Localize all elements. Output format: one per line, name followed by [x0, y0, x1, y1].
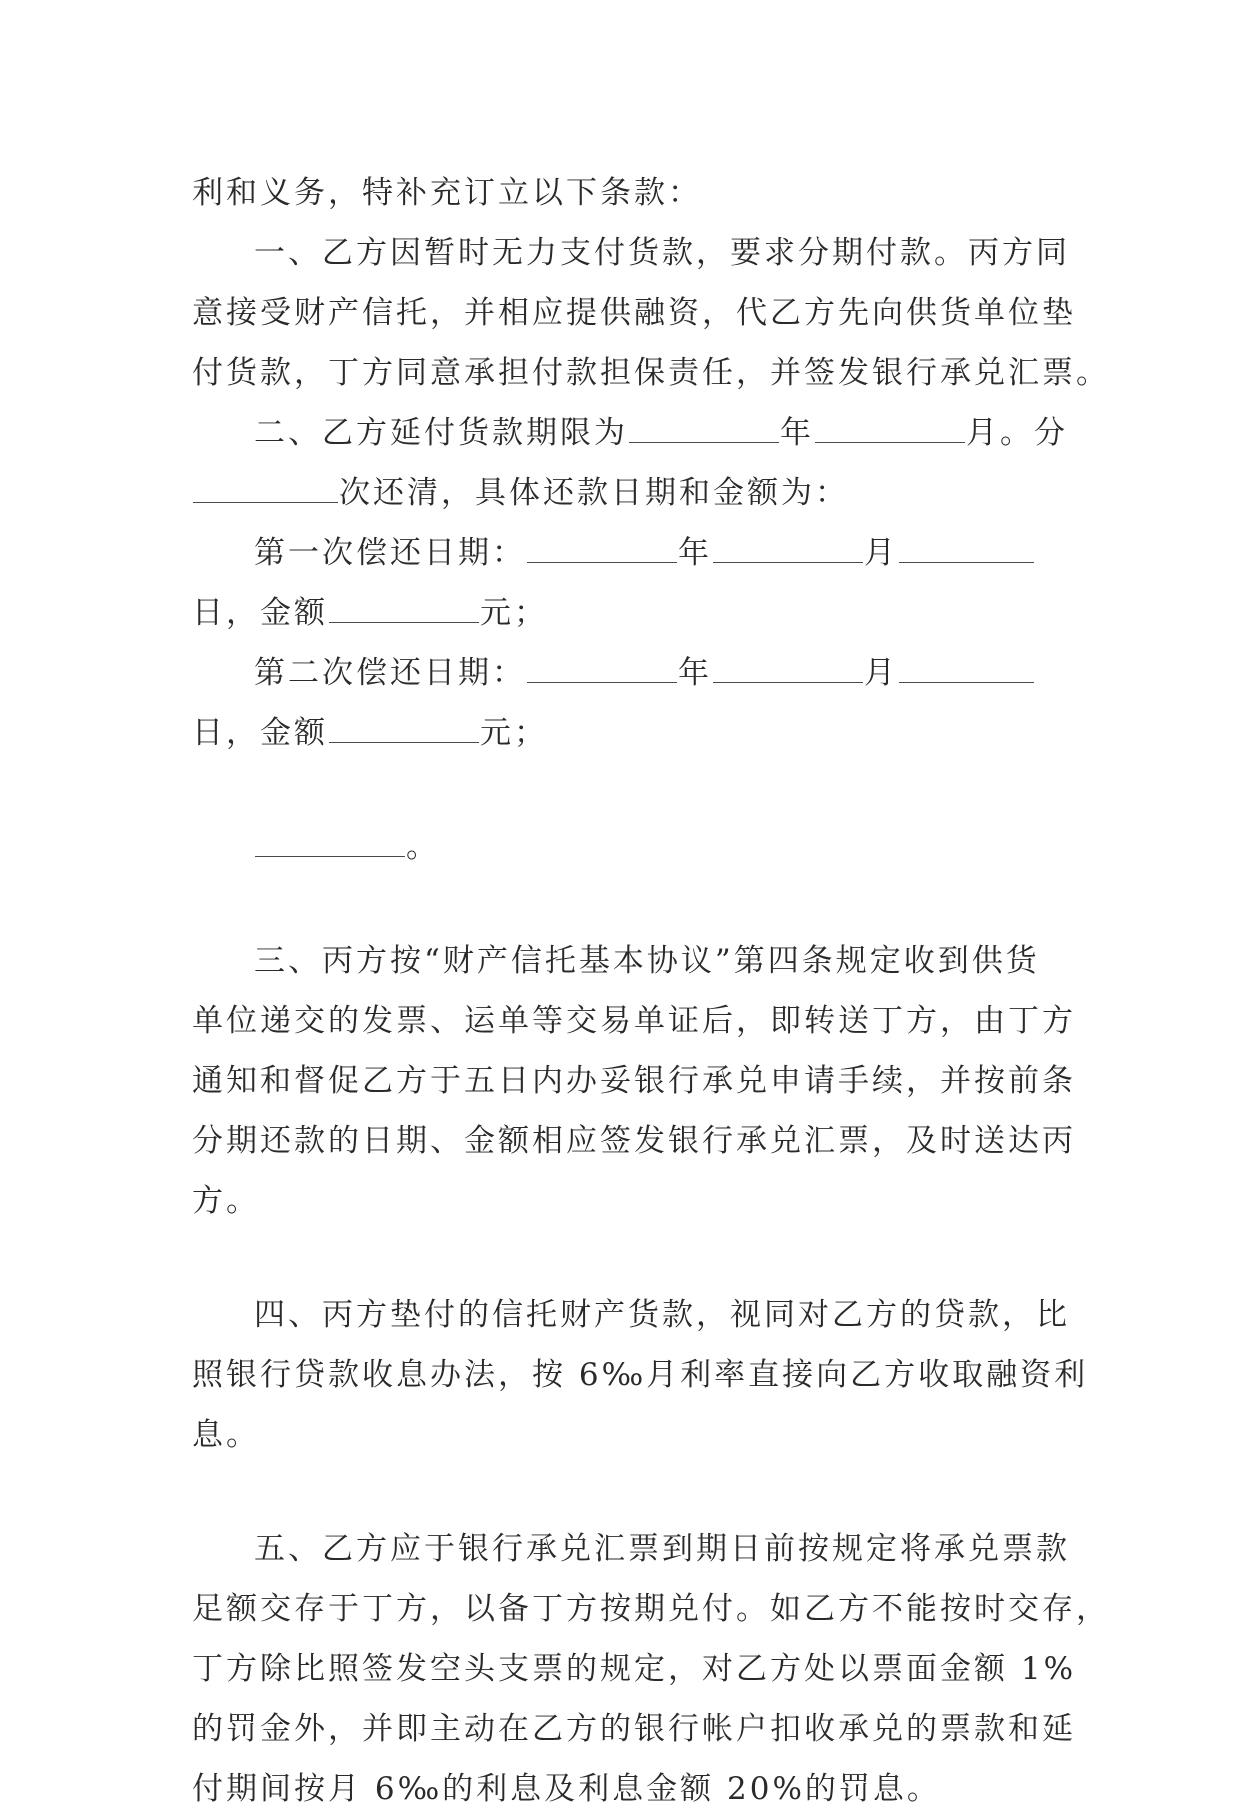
text-line — [192, 643, 1072, 703]
text-line — [192, 223, 1072, 283]
fill-in-blank — [713, 654, 863, 683]
document-body — [192, 163, 1110, 1819]
fill-in-blank — [527, 654, 677, 683]
fill-in-blank — [815, 414, 965, 443]
text-line — [192, 583, 1072, 643]
text-segment: 息。 — [192, 1417, 260, 1453]
text-line — [192, 817, 1072, 877]
paragraph-gap — [192, 763, 1072, 817]
text-segment: 利和义务，特补充订立以下条款： — [192, 175, 702, 211]
text-line — [192, 703, 1072, 763]
text-segment: 五、乙方应于银行承兑汇票到期日前按规定将承兑票款 — [254, 1531, 1070, 1567]
text-line — [192, 931, 1072, 991]
fill-in-blank — [255, 828, 405, 857]
text-segment: 。 — [406, 829, 440, 865]
fill-in-blank — [329, 594, 479, 623]
text-segment: 元； — [480, 595, 548, 631]
text-segment: 分期还款的日期、金额相应签发银行承兑汇票，及时送达丙 — [192, 1123, 1076, 1159]
text-segment: 通知和督促乙方于五日内办妥银行承兑申请手续，并按前条 — [192, 1063, 1076, 1099]
text-line — [192, 1639, 1077, 1699]
text-segment: 年 — [678, 655, 712, 691]
text-segment: 的罚金外，并即主动在乙方的银行帐户扣收承兑的票款和延 — [192, 1711, 1076, 1747]
text-segment: 足额交存于丁方，以备丁方按期兑付。如乙方不能按时交存， — [192, 1591, 1110, 1627]
fill-in-blank — [629, 414, 779, 443]
fill-in-blank — [713, 534, 863, 563]
text-segment: 付期间按月 6‰的利息及利息金额 20%的罚息。 — [192, 1771, 941, 1807]
text-line — [192, 1111, 1076, 1171]
text-line — [192, 343, 1110, 403]
fill-in-blank — [527, 534, 677, 563]
text-line — [192, 463, 1072, 523]
text-segment: 元； — [480, 715, 548, 751]
text-segment: 日，金额 — [192, 595, 328, 631]
text-segment: 第一次偿还日期： — [254, 535, 526, 571]
text-segment: 三、丙方按“财产信托基本协议”第四条规定收到供货 — [254, 943, 1040, 979]
text-line — [192, 1345, 1089, 1405]
text-line — [192, 991, 1076, 1051]
text-line — [192, 1579, 1110, 1639]
text-segment: 方。 — [192, 1183, 260, 1219]
fill-in-blank — [899, 534, 1034, 563]
fill-in-blank — [329, 714, 479, 743]
text-segment: 四、丙方垫付的信托财产货款，视同对乙方的贷款，比 — [254, 1297, 1070, 1333]
text-segment: 第二次偿还日期： — [254, 655, 526, 691]
text-line — [192, 1051, 1076, 1111]
text-segment: 月 — [864, 655, 898, 691]
text-line — [192, 1285, 1072, 1345]
text-segment: 月 — [864, 535, 898, 571]
text-segment: 日，金额 — [192, 715, 328, 751]
text-segment: 月。分 — [966, 415, 1068, 451]
text-segment: 年 — [678, 535, 712, 571]
text-segment: 一、乙方因暂时无力支付货款，要求分期付款。丙方同 — [254, 235, 1070, 271]
text-line — [192, 283, 1076, 343]
text-segment: 丁方除比照签发空头支票的规定，对乙方处以票面金额 1% — [192, 1651, 1077, 1687]
text-line — [192, 403, 1072, 463]
text-line — [192, 1519, 1072, 1579]
text-segment: 付货款，丁方同意承担付款担保责任，并签发银行承兑汇票。 — [192, 355, 1110, 391]
text-line — [192, 163, 1072, 223]
paragraph-gap — [192, 1231, 1072, 1285]
text-segment: 次还清，具体还款日期和金额为： — [339, 475, 849, 511]
text-line — [192, 1699, 1076, 1759]
text-line — [192, 523, 1072, 583]
paragraph-gap — [192, 1465, 1072, 1519]
text-line — [192, 1171, 1072, 1231]
text-segment: 单位递交的发票、运单等交易单证后，即转送丁方，由丁方 — [192, 1003, 1076, 1039]
text-segment: 二、乙方延付货款期限为 — [254, 415, 628, 451]
fill-in-blank — [899, 654, 1034, 683]
text-segment: 照银行贷款收息办法，按 6‰月利率直接向乙方收取融资利 — [192, 1357, 1089, 1393]
text-line — [192, 1759, 1072, 1819]
text-segment: 年 — [780, 415, 814, 451]
paragraph-gap — [192, 877, 1072, 931]
text-line — [192, 1405, 1072, 1465]
fill-in-blank — [193, 474, 338, 503]
text-segment: 意接受财产信托，并相应提供融资，代乙方先向供货单位垫 — [192, 295, 1076, 331]
